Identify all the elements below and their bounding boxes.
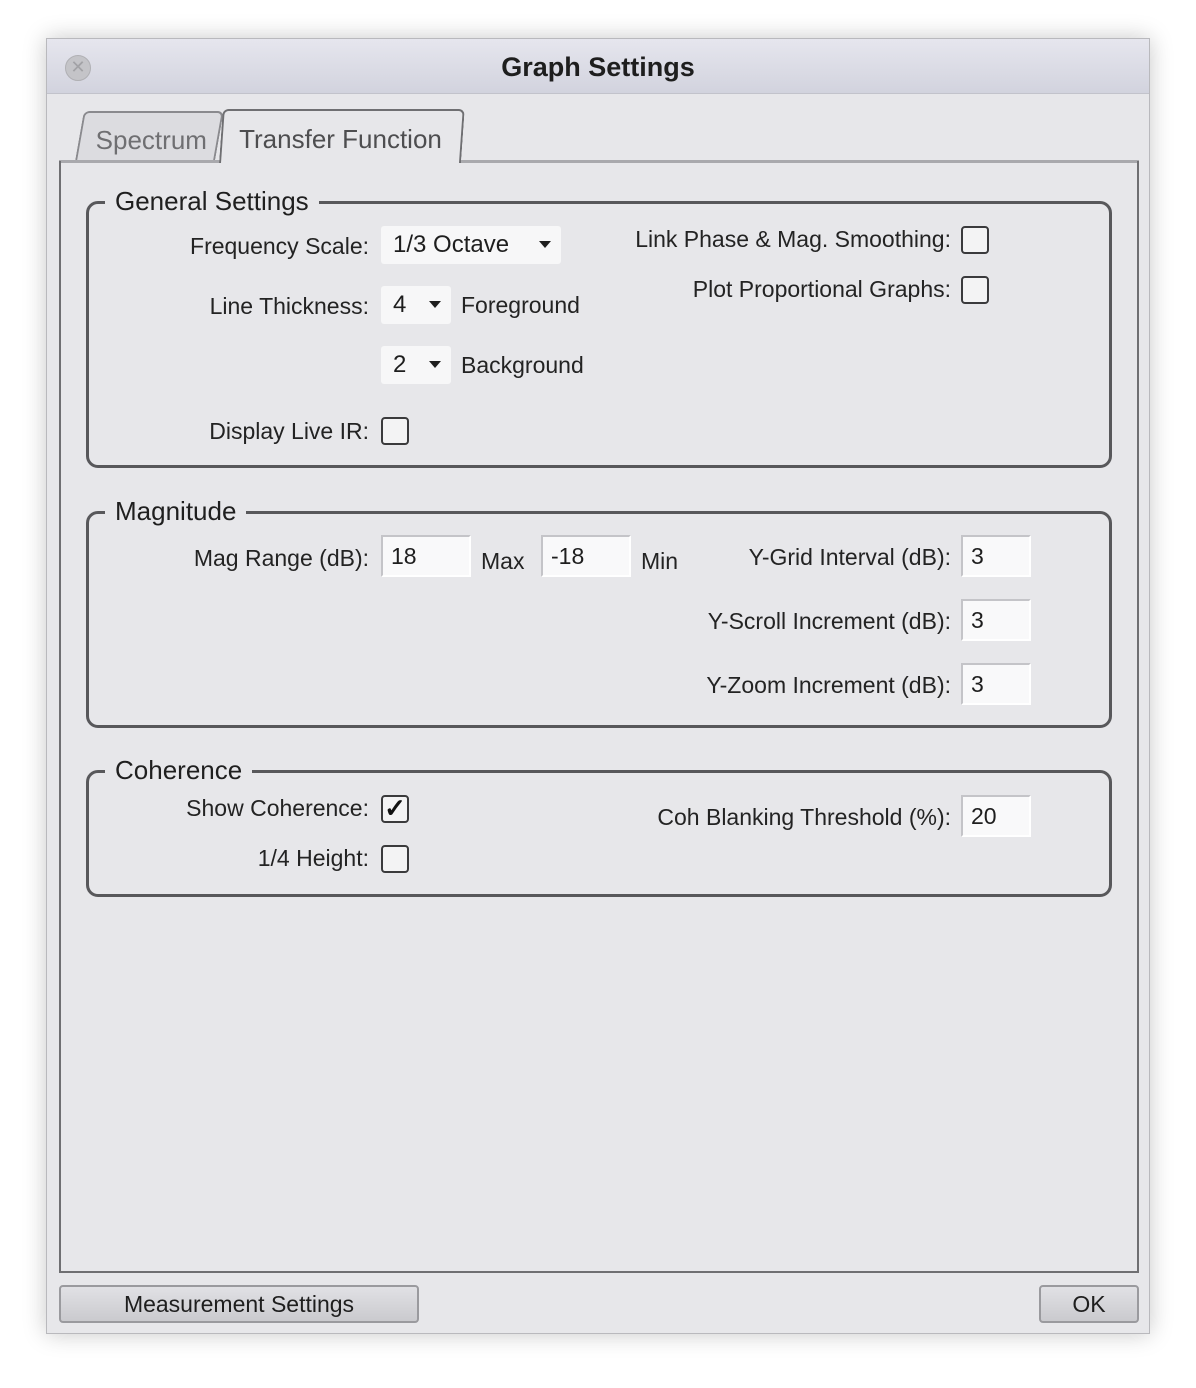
mag-range-label: Mag Range (dB):	[193, 545, 369, 571]
coherence-legend: Coherence	[105, 755, 252, 785]
y-grid-interval-label: Y-Grid Interval (dB):	[748, 544, 951, 570]
min-label: Min	[641, 548, 679, 574]
mag-min-input[interactable]: -18	[541, 535, 631, 577]
general-settings-legend: General Settings	[105, 186, 319, 216]
max-label: Max	[481, 548, 525, 574]
foreground-label: Foreground	[461, 292, 580, 318]
graph-settings-window	[46, 38, 1150, 1334]
background-label: Background	[461, 352, 584, 378]
show-coherence-label: Show Coherence:	[186, 795, 369, 821]
plot-proportional-label: Plot Proportional Graphs:	[692, 276, 951, 302]
coherence-group	[86, 755, 1112, 897]
foreground-thickness-select[interactable]	[381, 286, 451, 324]
tab-spectrum-label: Spectrum	[95, 125, 207, 155]
y-zoom-increment-input[interactable]: 3	[961, 663, 1031, 705]
title-bar	[47, 39, 1149, 94]
quarter-height-label: 1/4 Height:	[257, 845, 369, 871]
display-live-ir-checkbox[interactable]	[381, 417, 409, 445]
general-settings-group	[86, 186, 1112, 468]
ok-button[interactable]: OK	[1039, 1285, 1139, 1323]
y-zoom-increment-label: Y-Zoom Increment (dB):	[706, 672, 951, 698]
plot-proportional-checkbox[interactable]	[961, 276, 989, 304]
checkmark-icon: ✓	[384, 793, 406, 823]
chevron-down-icon	[429, 361, 441, 368]
chevron-down-icon	[539, 241, 551, 248]
show-coherence-checkbox[interactable]	[381, 795, 409, 823]
quarter-height-checkbox[interactable]	[381, 845, 409, 873]
magnitude-legend: Magnitude	[105, 496, 246, 526]
frequency-scale-select[interactable]	[381, 226, 561, 264]
foreground-thickness-value: 4	[393, 291, 407, 318]
display-live-ir-label: Display Live IR:	[209, 418, 369, 444]
coh-blanking-threshold-label: Coh Blanking Threshold (%):	[657, 804, 951, 830]
background-thickness-select[interactable]	[381, 346, 451, 384]
window-title: Graph Settings	[501, 52, 695, 82]
link-smoothing-checkbox[interactable]	[961, 226, 989, 254]
chevron-down-icon	[429, 301, 441, 308]
measurement-settings-button[interactable]: Measurement Settings	[59, 1285, 419, 1323]
mag-max-input[interactable]: 18	[381, 535, 471, 577]
link-smoothing-label: Link Phase & Mag. Smoothing:	[635, 226, 951, 252]
line-thickness-label: Line Thickness:	[209, 293, 369, 319]
tab-transfer-function[interactable]	[219, 109, 465, 163]
coh-blanking-threshold-input[interactable]: 20	[961, 795, 1031, 837]
y-grid-interval-input[interactable]: 3	[961, 535, 1031, 577]
y-scroll-increment-label: Y-Scroll Increment (dB):	[707, 608, 951, 634]
frequency-scale-value: 1/3 Octave	[393, 231, 510, 258]
tab-transfer-function-label: Transfer Function	[239, 124, 442, 154]
frequency-scale-label: Frequency Scale:	[190, 233, 369, 259]
y-scroll-increment-input[interactable]: 3	[961, 599, 1031, 641]
magnitude-group	[86, 496, 1112, 728]
tab-spectrum[interactable]	[75, 111, 224, 161]
background-thickness-value: 2	[393, 351, 407, 378]
close-icon[interactable]: ✕	[65, 55, 91, 81]
